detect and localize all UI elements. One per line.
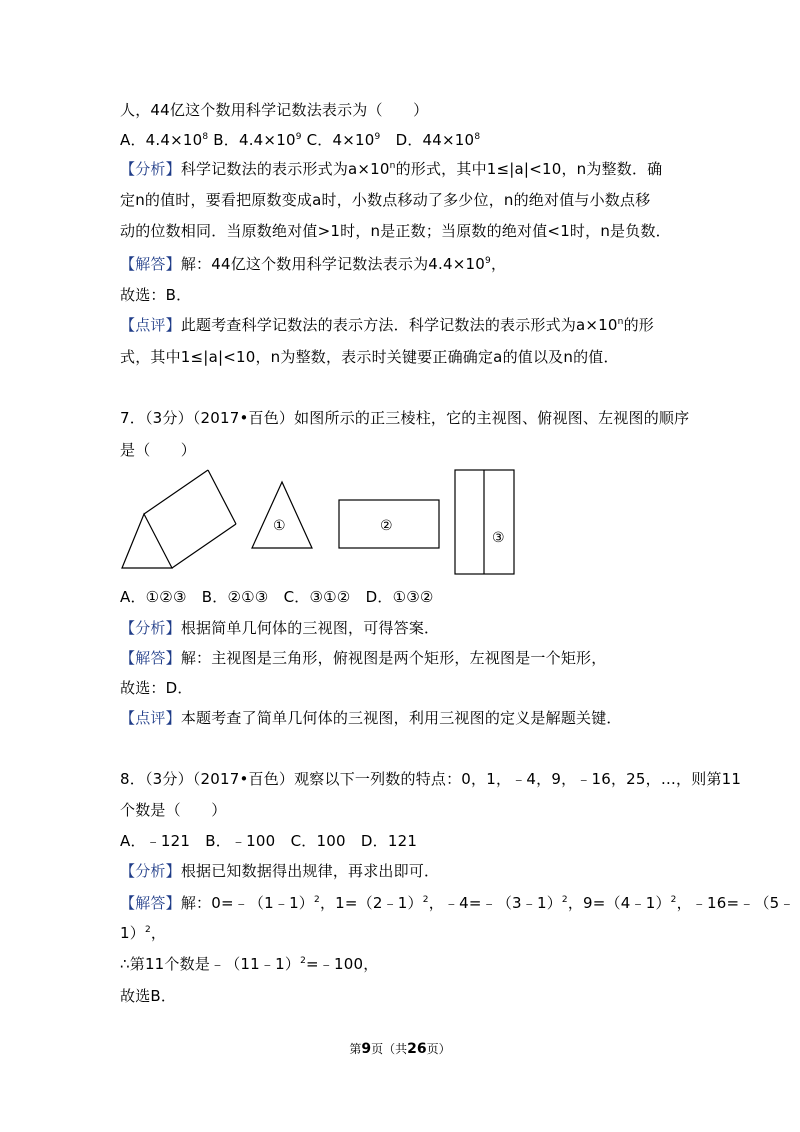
comment-line: 【点评】此题考查科学记数法的表示方法．科学记数法的表示形式为$a\times 10^n$的形: [120, 316, 654, 334]
answer-options: A．﹣121 B．﹣100 C．100 D．121: [120, 832, 418, 850]
left-view-rectangle: [455, 470, 514, 574]
text-line: 个数是（ ）: [120, 801, 227, 819]
text-line: 定n的值时，要看把原数变成a时，小数点移动了多少位，n的绝对值与小数点移: [120, 191, 651, 209]
text-line: 故选：D．: [120, 679, 193, 697]
solution-tag: 【解答】: [120, 649, 181, 667]
comment-tag: 【点评】: [120, 709, 181, 727]
solution-tag: 【解答】: [120, 255, 181, 273]
text-line: 式，其中1≤|a|<10，n为整数，表示时关键要正确确定a的值以及n的值．: [120, 348, 619, 366]
text-line: 故选：B．: [120, 286, 192, 304]
text-line: 动的位数相同．当原数绝对值>1时，n是正数；当原数的绝对值<1时，n是负数．: [120, 222, 671, 240]
front-view-triangle: [252, 482, 312, 548]
triangular-prism: [122, 470, 236, 568]
text-line: 人，44亿这个数用科学记数法表示为（ ）: [120, 101, 429, 119]
comment-tag: 【点评】: [120, 316, 181, 334]
analysis-tag: 【分析】: [120, 619, 181, 637]
text-line: 1）$^2$，: [120, 924, 167, 942]
page-total: 26: [407, 1041, 427, 1057]
svg-text:①: ①: [273, 518, 286, 534]
three-views-figure: [118, 466, 528, 578]
text-line: 故选B．: [120, 987, 177, 1005]
answer-options: A．①②③ B．②①③ C．③①② D．①③②: [120, 588, 434, 606]
analysis-line: 【分析】根据简单几何体的三视图，可得答案．: [120, 619, 440, 637]
solution-tag: 【解答】: [120, 894, 181, 912]
question-7-title: 7．（3分）（2017•百色）如图所示的正三棱柱，它的主视图、俯视图、左视图的顺序: [120, 409, 690, 427]
analysis-line: 【分析】科学记数法的表示形式为$a\times 10^n$的形式，其中1≤|a|<10，n为整数．确: [120, 160, 663, 178]
page-footer: 第9页（共26页）: [349, 1041, 451, 1057]
analysis-tag: 【分析】: [120, 160, 181, 178]
solution-line: 【解答】解：0=﹣（1﹣1）$^2$，1=（2﹣1）$^2$，﹣4=﹣（3﹣1）$^2$，9=（4﹣1）$^2$，﹣16=﹣（5﹣: [120, 894, 795, 912]
answer-options: A．$4.4\times 10^8$ B．$4.4\times 10^9$ C．$4\times 10^9$ D．$44\times 10^8$: [120, 131, 481, 149]
analysis-tag: 【分析】: [120, 862, 181, 880]
solution-line: 【解答】解：44亿这个数用科学记数法表示为$4.4\times 10^9$，: [120, 255, 507, 273]
text-line: 是（ ）: [120, 441, 197, 459]
svg-text:③: ③: [492, 530, 505, 546]
text-line: ∴第11个数是﹣（11﹣1）$^2$=﹣100，: [120, 955, 379, 973]
analysis-line: 【分析】根据已知数据得出规律，再求出即可．: [120, 862, 440, 880]
solution-line: 【解答】解：主视图是三角形，俯视图是两个矩形，左视图是一个矩形，: [120, 649, 607, 667]
page-number: 9: [361, 1041, 372, 1057]
comment-line: 【点评】本题考查了简单几何体的三视图，利用三视图的定义是解题关键．: [120, 709, 622, 727]
question-8-title: 8．（3分）（2017•百色）观察以下一列数的特点：0，1，﹣4，9，﹣16，25，…，则第11: [120, 770, 742, 788]
svg-text:②: ②: [380, 518, 393, 534]
top-view-rectangle: [339, 500, 439, 548]
